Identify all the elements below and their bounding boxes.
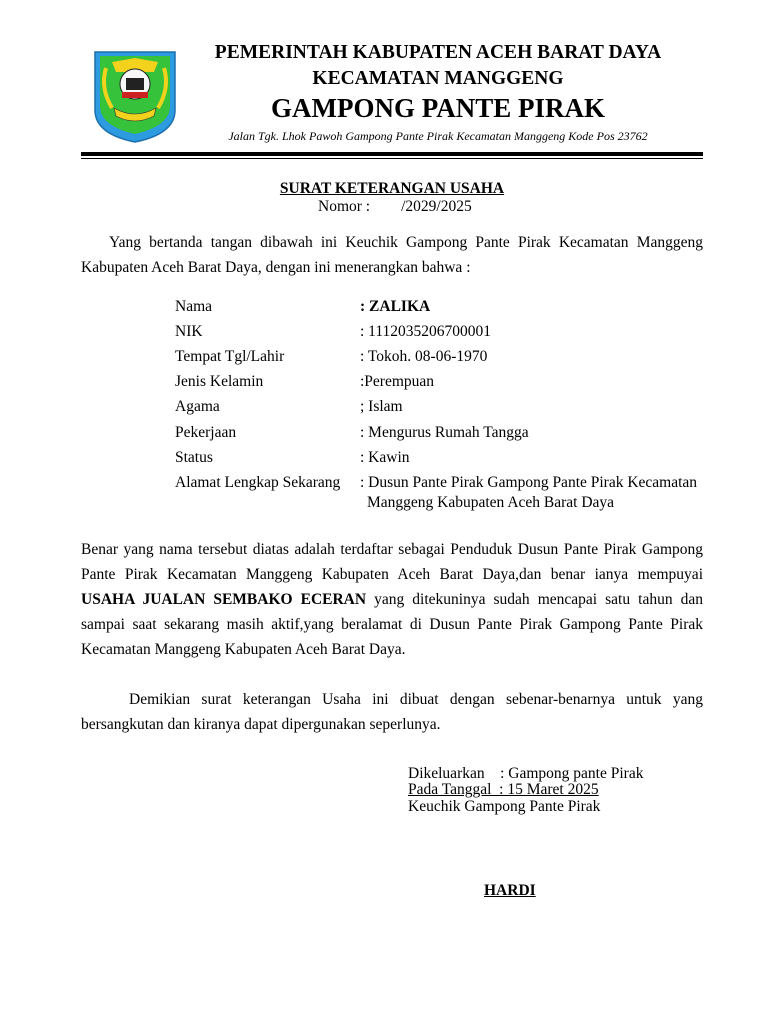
detail-value: : Dusun Pante Pirak Gampong Pante Pirak Kecamatan: [360, 474, 698, 491]
detail-value: ; Islam: [360, 398, 403, 415]
detail-value: : Kawin: [360, 449, 410, 466]
detail-label: Pekerjaan: [175, 424, 237, 441]
aceh-barat-daya-emblem-icon: [92, 48, 178, 144]
header-divider-thick: [81, 152, 703, 156]
statement-text: Benar yang nama tersebut diatas adalah terdaftar sebagai Penduduk Dusun Pante Pirak Gampong Pante Pirak Kecamatan Manggeng Kabupaten Aceh Barat Daya,dan benar ianya mempuyai: [81, 541, 703, 583]
signatory-position: Keuchik Gampong Pante Pirak: [408, 798, 601, 815]
detail-label: Tempat Tgl/Lahir: [175, 348, 285, 365]
detail-value: : 1112035206700001: [360, 323, 492, 340]
letter-number: Nomor : /2029/2025: [318, 198, 472, 215]
detail-value: : Mengurus Rumah Tangga: [360, 424, 529, 441]
detail-label: Nama: [175, 298, 213, 315]
detail-label: Jenis Kelamin: [175, 373, 264, 390]
header-divider-thin: [81, 158, 703, 159]
signatory-name: HARDI: [484, 882, 536, 899]
statement-paragraph: [81, 537, 703, 662]
statement-text-cont: yang ditekuninya sudah mencapai satu tahun dan sampai saat sekarang masih aktif,yang beralamat di Dusun Pante Pirak Gampong Pante Pirak Kecamatan Manggeng Kabupaten Aceh Barat Daya.: [81, 591, 703, 658]
detail-value: : Tokoh. 08-06-1970: [360, 348, 488, 365]
detail-value-continued: Manggeng Kabupaten Aceh Barat Daya: [367, 494, 615, 511]
issued-date: Pada Tanggal : 15 Maret 2025: [408, 781, 599, 798]
issued-place: Dikeluarkan : Gampong pante Pirak: [408, 765, 644, 782]
header-district: KECAMATAN MANGGENG: [312, 68, 564, 89]
header-village: GAMPONG PANTE PIRAK: [271, 93, 605, 123]
letter-title: SURAT KETERANGAN USAHA: [279, 180, 505, 197]
detail-label: Status: [175, 449, 213, 466]
business-name: USAHA JUALAN SEMBAKO ECERAN: [81, 591, 367, 608]
header-address: Jalan Tgk. Lhok Pawoh Gampong Pante Pirak Kecamatan Manggeng Kode Pos 23762: [228, 129, 648, 143]
intro-paragraph: Yang bertanda tangan dibawah ini Keuchik Gampong Pante Pirak Kecamatan Manggeng Kabupaten Aceh Barat Daya, dengan ini menerangkan bahwa :: [81, 234, 703, 276]
closing-paragraph: Demikian surat keterangan Usaha ini dibuat dengan sebenar-benarnya untuk yang bersangkutan dan kiranya dapat dipergunakan seperlunya.: [81, 691, 703, 733]
detail-value-name: : ZALIKA: [360, 298, 431, 315]
detail-label: NIK: [175, 323, 203, 340]
detail-value: :Perempuan: [360, 373, 435, 390]
detail-label: Agama: [175, 398, 220, 415]
header-government: PEMERINTAH KABUPATEN ACEH BARAT DAYA: [214, 42, 662, 63]
detail-label: Alamat Lengkap Sekarang: [175, 474, 341, 491]
